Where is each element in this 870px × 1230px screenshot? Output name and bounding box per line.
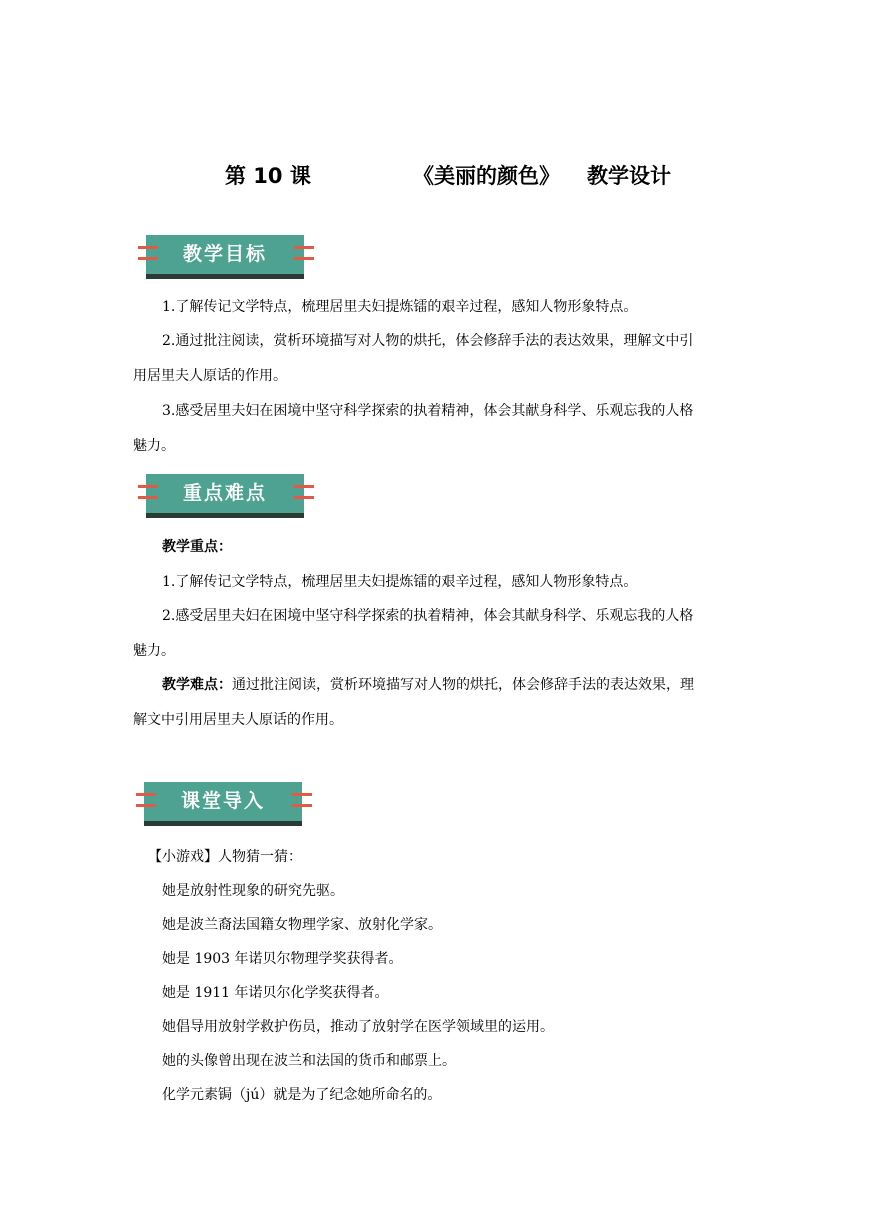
section-banner-intro [136,782,316,832]
intro-line-6: 她倡导用放射学救护伤员，推动了放射学在医学领域里的运用。 [162,1019,554,1035]
goal-line-5: 魅力。 [133,438,175,454]
title-suffix: 教学设计 [587,164,671,188]
intro-line-7: 她的头像曾出现在波兰和法国的货币和邮票上。 [162,1053,456,1069]
section-banner-goals [138,235,318,285]
lesson-name: 《美丽的颜色》 [413,164,560,188]
intro-line-3: 她是波兰裔法国籍女物理学家、放射化学家。 [162,917,442,933]
intro-line-5: 她是 1911 年诺贝尔化学奖获得者。 [162,985,389,1001]
goal-line-4: 3.感受居里夫妇在困境中坚守科学探索的执着精神，体会其献身科学、乐观忘我的人格 [162,403,694,419]
difficulty-label: 教学难点： [162,677,232,693]
difficulty-line-cont: 解文中引用居里夫人原话的作用。 [133,712,343,728]
lesson-number: 第 10 课 [225,164,311,188]
goal-line-1: 1.了解传记文学特点，梳理居里夫妇提炼镭的艰辛过程，感知人物形象特点。 [162,299,638,315]
difficulty-text: 通过批注阅读，赏析环境描写对人物的烘托，体会修辞手法的表达效果，理 [232,677,694,693]
goal-line-3: 用居里夫人原话的作用。 [133,368,287,384]
section-banner-key [138,474,318,524]
intro-line-4: 她是 1903 年诺贝尔物理学奖获得者。 [162,951,403,967]
key-line-3: 魅力。 [133,643,175,659]
difficulty-line [162,668,694,702]
page-title [0,160,870,190]
section-title: 重点难点 [182,482,267,504]
key-line-1: 1.了解传记文学特点，梳理居里夫妇提炼镭的艰辛过程，感知人物形象特点。 [162,574,638,590]
key-heading: 教学重点： [162,539,232,555]
intro-line-8: 化学元素锔（jú）就是为了纪念她所命名的。 [162,1087,442,1103]
section-title: 课堂导入 [180,790,265,812]
key-line-2: 2.感受居里夫妇在困境中坚守科学探索的执着精神，体会其献身科学、乐观忘我的人格 [162,608,694,624]
goal-line-2: 2.通过批注阅读，赏析环境描写对人物的烘托，体会修辞手法的表达效果，理解文中引 [162,333,694,349]
intro-line-2: 她是放射性现象的研究先驱。 [162,883,344,899]
section-title: 教学目标 [182,243,267,265]
intro-line-1: 【小游戏】人物猜一猜： [148,849,302,865]
